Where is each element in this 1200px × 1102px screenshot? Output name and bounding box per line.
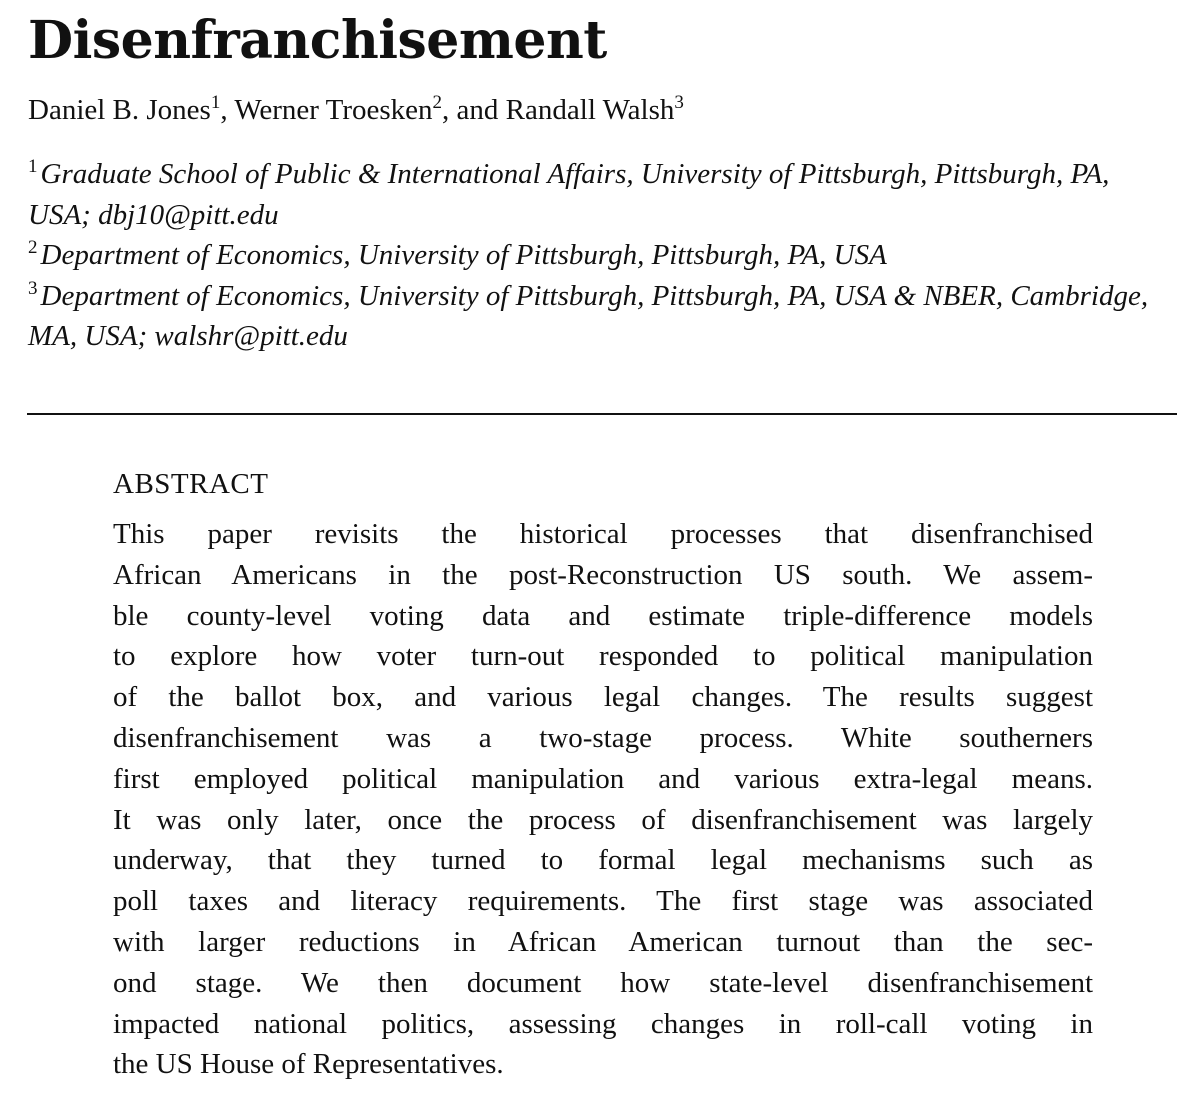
abstract-line: poll taxes and literacy requirements. The first stage was associated [113, 885, 1093, 918]
abstract-line: ond stage. We then document how state-level disenfranchisement [113, 966, 1093, 999]
affiliation-item [28, 235, 1178, 276]
abstract-heading: ABSTRACT [113, 468, 269, 500]
affiliation-text: Department of Economics, University of Pittsburgh, Pittsburgh, PA, USA & NBER, Cambridge, MA, USA; walshr@pitt.edu [28, 279, 1149, 352]
author-separator: , [220, 94, 235, 126]
affiliation-item [28, 276, 1178, 357]
abstract-line: first employed political manipulation and various extra-legal means. [113, 762, 1093, 795]
author-name: Randall Walsh [505, 94, 675, 126]
abstract-section [113, 464, 1093, 1085]
abstract-body [113, 514, 1093, 1085]
affiliation-number: 1 [28, 156, 38, 177]
abstract-line: ble county-level voting data and estimate triple-difference models [113, 599, 1093, 632]
affiliation-text: Graduate School of Public & International Affairs, University of Pittsburgh, Pittsburgh, PA, USA; dbj10@pitt.edu [28, 158, 1110, 231]
author-affil-marker: 3 [674, 92, 684, 113]
author-list [28, 91, 684, 129]
affiliation-item [28, 154, 1178, 235]
affiliation-list [28, 154, 1178, 357]
affiliation-number: 2 [28, 237, 38, 258]
section-divider [27, 413, 1177, 415]
abstract-line: with larger reductions in African American turnout than the sec- [113, 925, 1093, 958]
affiliation-text: Department of Economics, University of Pittsburgh, Pittsburgh, PA, USA [40, 239, 887, 271]
abstract-line: This paper revisits the historical processes that disenfranchised [113, 518, 1093, 550]
abstract-line: underway, that they turned to formal legal mechanisms such as [113, 844, 1093, 877]
abstract-line: disenfranchisement was a two-stage process. White southerners [113, 721, 1093, 754]
abstract-line: of the ballot box, and various legal changes. The results suggest [113, 681, 1093, 714]
author-separator: , and [442, 94, 506, 126]
abstract-line: African Americans in the post-Reconstruction US south. We assem- [113, 558, 1093, 591]
abstract-line: to explore how voter turn-out responded to political manipulation [113, 640, 1093, 673]
abstract-line: It was only later, once the process of disenfranchisement was largely [113, 803, 1093, 836]
abstract-line: the US House of Representatives. [113, 1048, 504, 1081]
author-affil-marker: 2 [432, 92, 443, 113]
abstract-line: impacted national politics, assessing changes in roll-call voting in [113, 1007, 1093, 1040]
affiliation-number: 3 [28, 277, 38, 299]
author-affil-marker: 1 [210, 92, 221, 113]
paper-title: Disenfranchisement [28, 10, 607, 71]
author-name: Daniel B. Jones [28, 94, 211, 126]
author-name: Werner Troesken [234, 94, 433, 126]
